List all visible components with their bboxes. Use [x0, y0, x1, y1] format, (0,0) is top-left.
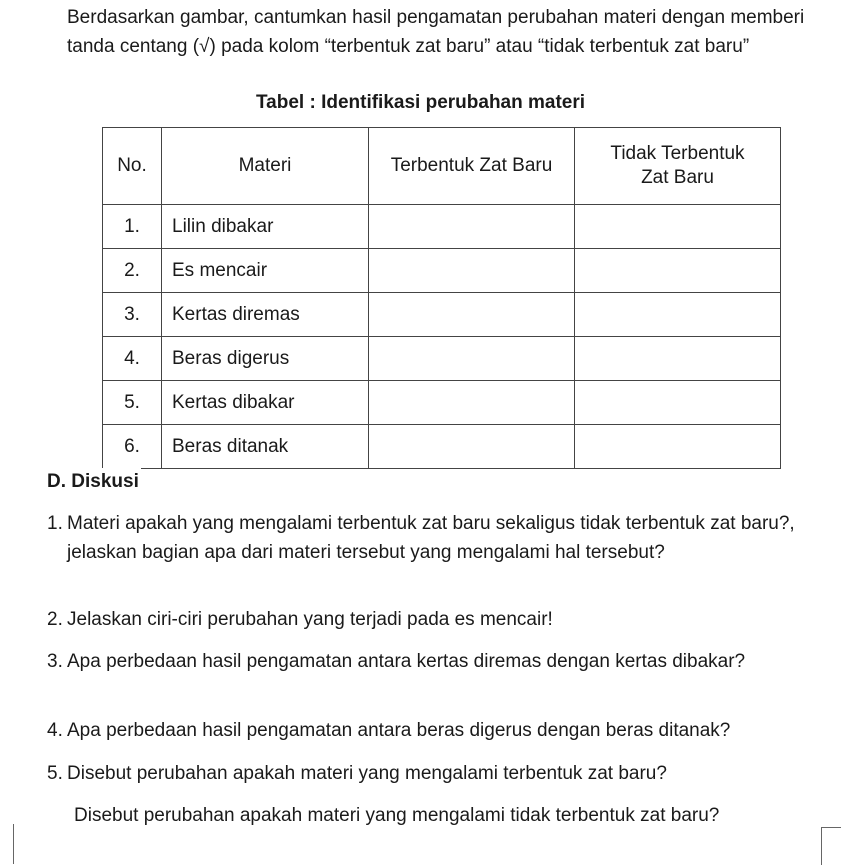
- question-number: 3.: [47, 651, 63, 672]
- question-item: [47, 648, 827, 677]
- question-number: 1.: [47, 513, 63, 534]
- row-no: 5.: [103, 381, 162, 425]
- question-number: 5.: [47, 763, 63, 784]
- header-tidak-line2: Zat Baru: [641, 167, 714, 188]
- header-no: No.: [103, 128, 162, 205]
- row-materi: Kertas dibakar: [162, 381, 369, 425]
- cell-tidak-terbentuk[interactable]: [575, 249, 781, 293]
- question-number: 2.: [47, 609, 63, 630]
- section-heading: D. Diskusi: [47, 468, 141, 496]
- page-edge-right: [821, 827, 841, 865]
- row-no: 4.: [103, 337, 162, 381]
- question-item: [47, 606, 827, 635]
- row-materi: Lilin dibakar: [162, 205, 369, 249]
- question-item: [47, 717, 837, 746]
- row-no: 2.: [103, 249, 162, 293]
- table-header-row: [103, 128, 781, 205]
- row-materi: Es mencair: [162, 249, 369, 293]
- cell-tidak-terbentuk[interactable]: [575, 293, 781, 337]
- row-no: 3.: [103, 293, 162, 337]
- row-no: 1.: [103, 205, 162, 249]
- cell-terbentuk[interactable]: [369, 249, 575, 293]
- question-text: Apa perbedaan hasil pengamatan antara beras digerus dengan beras ditanak?: [67, 720, 731, 741]
- row-materi: Kertas diremas: [162, 293, 369, 337]
- cell-tidak-terbentuk[interactable]: [575, 205, 781, 249]
- table-row: [103, 205, 781, 249]
- cell-tidak-terbentuk[interactable]: [575, 381, 781, 425]
- row-no: 6.: [103, 425, 162, 469]
- question-text: Jelaskan ciri-ciri perubahan yang terjadi pada es mencair!: [67, 609, 553, 630]
- table-title: Tabel : Identifikasi perubahan materi: [255, 92, 586, 113]
- header-terbentuk: Terbentuk Zat Baru: [369, 128, 575, 205]
- header-tidak-terbentuk: [575, 128, 781, 205]
- header-materi: Materi: [162, 128, 369, 205]
- cell-terbentuk[interactable]: [369, 337, 575, 381]
- cell-terbentuk[interactable]: [369, 293, 575, 337]
- question-number: 4.: [47, 720, 63, 741]
- question-text: Materi apakah yang mengalami terbentuk zat baru sekaligus tidak terbentuk zat baru?, jelaskan bagian apa dari materi tersebut yang mengalami hal tersebut?: [67, 513, 795, 563]
- row-materi: Beras ditanak: [162, 425, 369, 469]
- cell-tidak-terbentuk[interactable]: [575, 337, 781, 381]
- cell-terbentuk[interactable]: [369, 205, 575, 249]
- question-item: [47, 760, 827, 789]
- table-row: [103, 337, 781, 381]
- cell-terbentuk[interactable]: [369, 381, 575, 425]
- row-materi: Beras digerus: [162, 337, 369, 381]
- cell-tidak-terbentuk[interactable]: [575, 425, 781, 469]
- table-row: [103, 381, 781, 425]
- table-row: [103, 293, 781, 337]
- question-text: Disebut perubahan apakah materi yang mengalami terbentuk zat baru?: [67, 763, 667, 784]
- follow-up-question: Disebut perubahan apakah materi yang mengalami tidak terbentuk zat baru?: [74, 805, 720, 826]
- question-item: [47, 510, 827, 567]
- cell-terbentuk[interactable]: [369, 425, 575, 469]
- observation-table: [102, 127, 781, 469]
- page-edge-left: [0, 824, 14, 864]
- instruction-text: Berdasarkan gambar, cantumkan hasil pengamatan perubahan materi dengan memberi tanda centang (√) pada kolom “terbentuk zat baru” atau “tidak terbentuk zat baru”: [67, 7, 805, 57]
- header-tidak-line1: Tidak Terbentuk: [610, 143, 745, 164]
- question-text: Apa perbedaan hasil pengamatan antara kertas diremas dengan kertas dibakar?: [67, 651, 746, 672]
- table-row: [103, 249, 781, 293]
- table-row: [103, 425, 781, 469]
